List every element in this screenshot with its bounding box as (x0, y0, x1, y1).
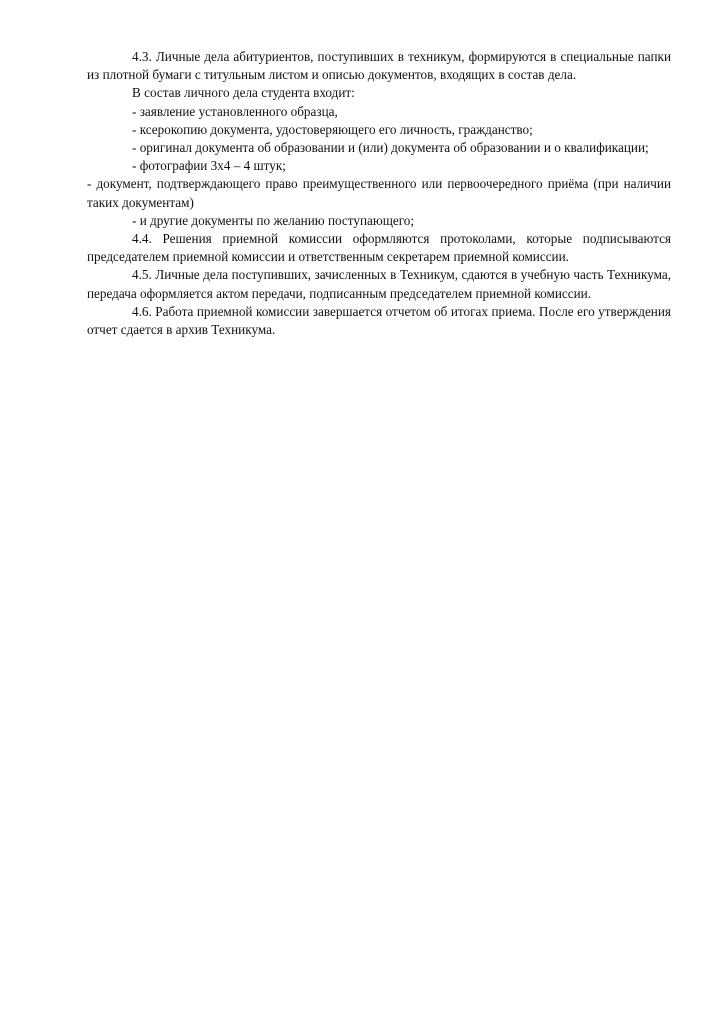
list-item-education-document: - оригинал документа об образовании и (или) документа об образовании и о квалификации; (132, 140, 649, 156)
document-page (87, 48, 671, 339)
list-item-id-copy: - ксерокопию документа, удостоверяющего его личность, гражданство; (132, 121, 533, 137)
list-intro: В состав личного дела студента входит: (132, 85, 355, 101)
list-item-photos: - фотографии 3х4 – 4 штук; (132, 158, 286, 174)
list-item-priority-right: - документ, подтверждающего право преимущественного или первоочередного приёма (при наличии таких документам) (87, 176, 671, 210)
paragraph-4-5: 4.5. Личные дела поступивших, зачисленных в Техникум, сдаются в учебную часть Техникума, передача оформляется актом передачи, подписанным председателем приемной комиссии. (87, 267, 671, 301)
paragraph-4-6: 4.6. Работа приемной комиссии завершается отчетом об итогах приема. После его утверждения отчет сдается в архив Техникума. (87, 303, 671, 338)
list-item-other-documents: - и другие документы по желанию поступающего; (132, 212, 415, 228)
paragraph-4-4: 4.4. Решения приемной комиссии оформляются протоколами, которые подписываются председателем приемной комиссии и ответственным секретарем приемной комиссии. (87, 231, 671, 265)
paragraph-4-3: 4.3. Личные дела абитуриентов, поступивших в техникум, формируются в специальные папки из плотной бумаги с титульным листом и описью документов, входящих в состав дела. (87, 49, 671, 83)
list-item-application: - заявление установленного образца, (132, 103, 338, 119)
